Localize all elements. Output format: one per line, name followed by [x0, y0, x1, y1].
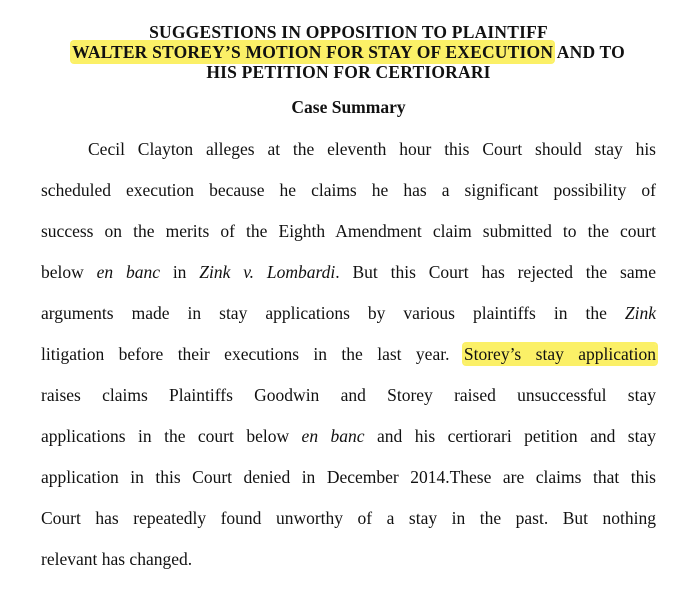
paragraph-text: scheduled execution because he claims he has a significant possibility of — [41, 180, 656, 200]
paragraph-text: application in this Court denied in December 2014.These are claims that this — [41, 467, 656, 487]
title-text: AND TO — [553, 42, 625, 62]
title-text: HIS PETITION FOR CERTIORARI — [206, 62, 491, 82]
title-text: SUGGESTIONS IN OPPOSITION TO PLAINTIFF — [149, 22, 548, 42]
paragraph-text: success on the merits of the Eighth Amendment claim submitted to the court — [41, 221, 656, 241]
paragraph-text: Cecil Clayton alleges at the eleventh hour this Court should stay his — [88, 139, 656, 159]
section-heading: Case Summary — [291, 97, 406, 117]
paragraph-line-7 — [41, 384, 656, 406]
paragraph-text: applications in the court below — [41, 426, 302, 446]
paragraph-text: Court has repeatedly found unworthy of a stay in the past. But nothing — [41, 508, 656, 528]
paragraph-text: below — [41, 262, 97, 282]
document-title-line-2 — [0, 42, 697, 62]
italic-term: en banc — [96, 262, 160, 282]
paragraph-text: litigation before their executions in the last year. — [41, 344, 464, 364]
paragraph-line-10 — [41, 507, 656, 529]
paragraph-line-9 — [41, 466, 656, 488]
paragraph-text: relevant has changed. — [41, 549, 193, 569]
paragraph-line-6 — [41, 343, 656, 365]
highlighted-title-text: WALTER STOREY’S MOTION FOR STAY OF EXECUTION — [72, 42, 554, 62]
italic-term: en banc — [301, 426, 365, 446]
document-title-line-3 — [0, 62, 697, 82]
paragraph-line-3 — [41, 220, 656, 242]
paragraph-line-4 — [41, 261, 656, 283]
document-title-line-1 — [0, 22, 697, 42]
italic-term: Zink — [624, 303, 656, 323]
paragraph-line-1 — [88, 138, 656, 160]
paragraph-text: and his certiorari petition and stay — [364, 426, 656, 446]
paragraph-line-5 — [41, 302, 656, 324]
paragraph-line-2 — [41, 179, 656, 201]
paragraph-text: in — [159, 262, 200, 282]
paragraph-text: . But this Court has rejected the same — [335, 262, 656, 282]
paragraph-text: arguments made in stay applications by various plaintiffs in the — [41, 303, 625, 323]
case-citation: Zink v. Lombardi — [199, 262, 336, 282]
highlighted-text: Storey’s stay application — [463, 344, 656, 364]
paragraph-line-11 — [41, 548, 656, 570]
paragraph-line-8 — [41, 425, 656, 447]
paragraph-text: raises claims Plaintiffs Goodwin and Storey raised unsuccessful stay — [41, 385, 656, 405]
